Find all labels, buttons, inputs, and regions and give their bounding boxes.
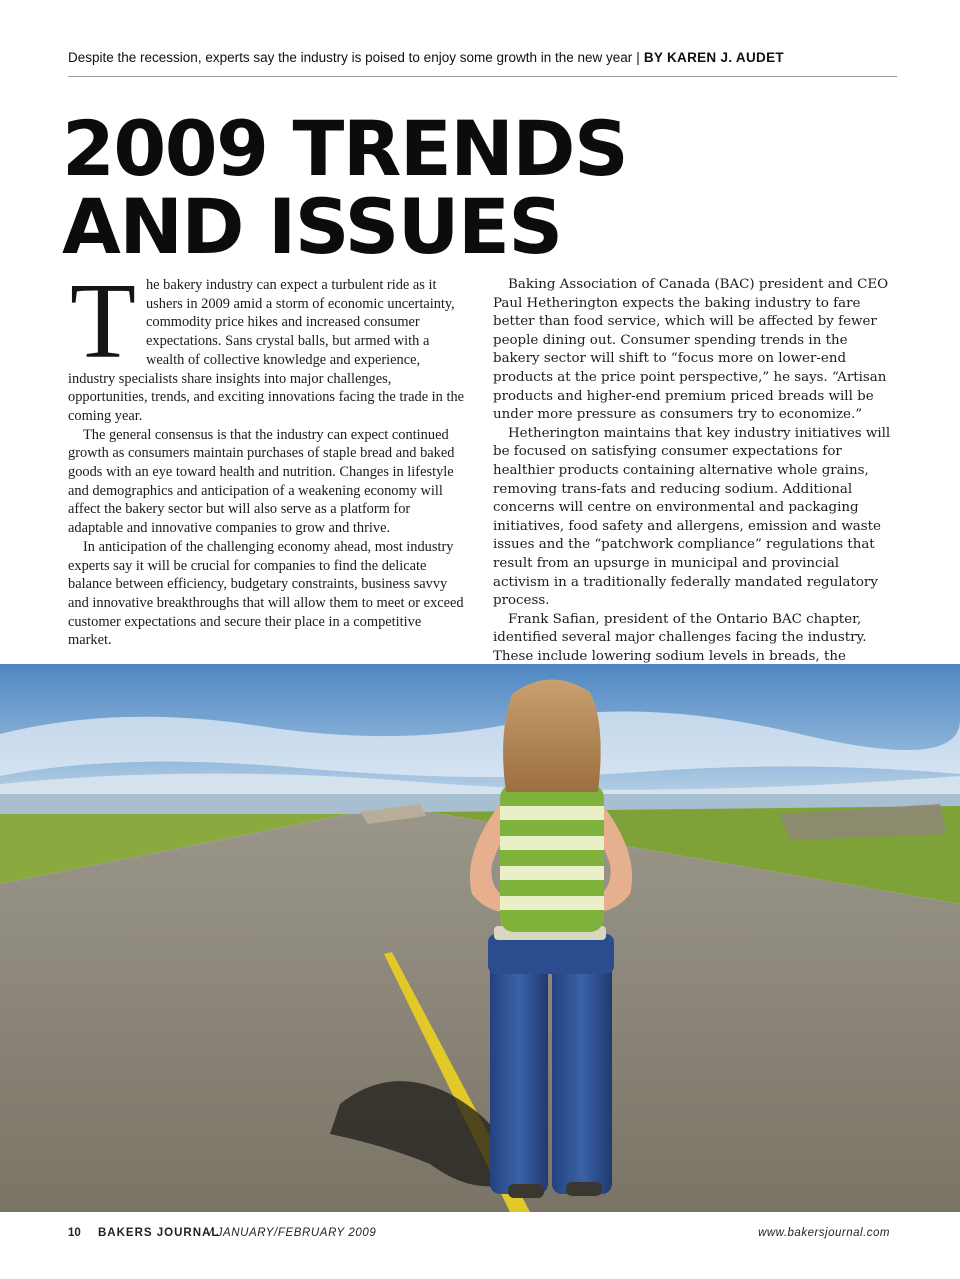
top-stripe — [500, 866, 604, 880]
jeans-right-leg — [552, 944, 612, 1194]
photo-illustration — [0, 664, 960, 1212]
paragraph: Frank Safian, president of the Ontario BAC chapter, identified several major challenges facing the industry. These include lowering sodium levels in breads, the — [493, 611, 867, 664]
deck-text: Despite the recession, experts say the industry is poised to enjoy some growth in the new year — [68, 50, 633, 65]
magazine-name: BAKERS JOURNAL — [98, 1227, 220, 1239]
article-column-left — [68, 262, 466, 650]
jeans-left-leg — [490, 944, 548, 1194]
top-stripe — [500, 896, 604, 910]
article-deck — [68, 50, 898, 65]
deck-divider — [68, 76, 897, 77]
drop-cap: T — [70, 262, 136, 381]
issue-date: / JANUARY/FEBRUARY 2009 — [209, 1227, 377, 1239]
paragraph: In anticipation of the challenging economy ahead, most industry experts say it will be crucial for companies to find the delicate balance between efficiency, budgetary constraints, business savvy and innovative breakthroughs that will allow them to meet or exceed customer expectations and secure their place in a competitive market. — [68, 538, 464, 649]
paragraph: The general consensus is that the industry can expect continued growth as consumers maintain purchases of staple bread and baked goods with an eye toward health and nutrition. Changes in lifestyle and demographics and anticipation of a weakening economy will affect the bakery sector but will also serve as a platform for adaptable and innovative companies to grow and thrive. — [68, 426, 455, 537]
paragraph: Baking Association of Canada (BAC) president and CEO Paul Hetherington expects the baking industry to fare better than food service, which will be affected by fewer people dining out. Consumer spending trends in the bakery sector will shift to “focus more on lower-end products at the price point perspective,” he says. “Artisan products and higher-end premium priced breads will be under more pressure as consumers try to economize.” — [493, 277, 889, 423]
page-number: 10 — [68, 1227, 81, 1239]
top-stripe — [500, 806, 604, 820]
paragraph: The bakery industry can expect a turbulent ride as it ushers in 2009 amid a storm of economic uncertainty, commodity price hikes and increased consumer expectations. Sans crystal balls, but armed with a wealth of collective knowledge and experience, industry specialists share insights into major challenges, opportunities, trends, and exciting innovations facing the trade in the coming year. — [68, 262, 465, 424]
hair — [503, 679, 601, 792]
paragraph: Hetherington maintains that key industry initiatives will be focused on satisfying consumer expectations for healthier products containing alternative whole grains, removing trans-fats and reducing sodium. Additional concerns will centre on environmental and packaging initiatives, food safety and allergens, emission and waste issues and the “patchwork compliance” regulations that result from an upsurge in municipal and provincial activism in a traditionally federally mandated regulatory process. — [493, 425, 891, 609]
website-url[interactable]: www.bakersjournal.com — [758, 1227, 890, 1239]
headline-line-2: AND ISSUES — [62, 182, 562, 271]
shoe-right — [566, 1182, 602, 1196]
byline: BY KAREN J. AUDET — [643, 50, 784, 65]
deck-separator: | — [636, 50, 640, 65]
feature-photo-child-on-road — [0, 664, 960, 1212]
top-stripe — [500, 836, 604, 850]
headline-line-1: 2009 TRENDS — [62, 104, 628, 193]
headline — [62, 104, 902, 271]
article-column-right — [493, 276, 898, 685]
shoe-left — [508, 1184, 544, 1198]
page-footer — [68, 1227, 890, 1243]
